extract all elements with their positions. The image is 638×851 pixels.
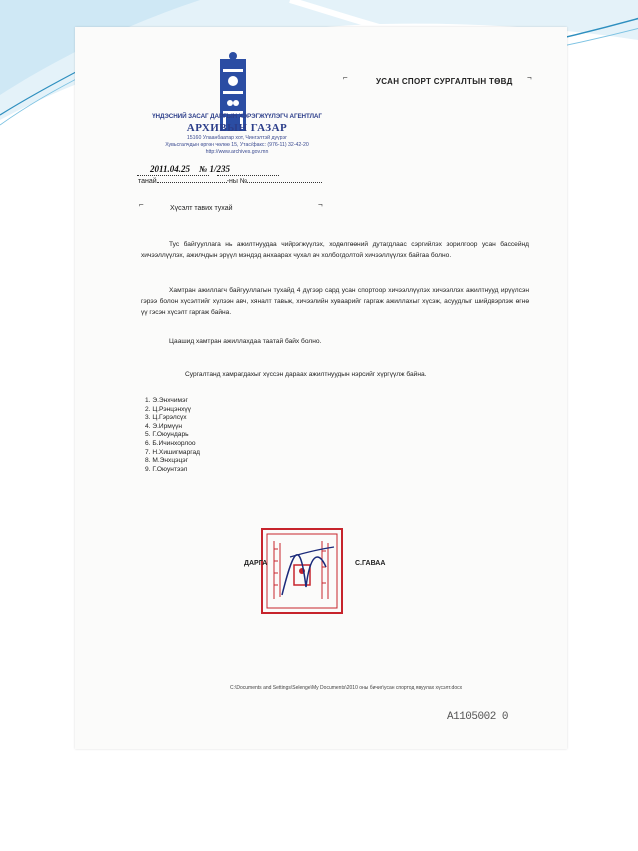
list-item: 5. Г.Оюундарь bbox=[145, 431, 189, 439]
soyombo-emblem-icon bbox=[219, 51, 247, 133]
signatory-title: ДАРГА bbox=[244, 560, 268, 567]
recipient: УСАН СПОРТ СУРГАЛТЫН ТӨВД bbox=[376, 77, 513, 86]
reference-line: танай -ны № bbox=[138, 178, 322, 185]
list-item: 1. Э.Энхчимэг bbox=[145, 397, 188, 404]
serial-number: A1105002 0 bbox=[447, 711, 509, 723]
official-stamp bbox=[260, 527, 344, 615]
staff-list bbox=[145, 397, 200, 474]
paragraph: Хамтран ажиллагч байгууллагын тухайд 4 дүгээр сард усан спортоор хичээллүүлэх хичээллэх ажилтнууд ирүүлсэн гэрээ болон хүсэлтийг хүлээн авч, хяналт тавьж, хичээлийн хуваарийг гаргаж ажиллахыг хүсэж, асуудлыг шийдвэрлэж өгнө үү гэсэн хүсэлт гаргаж байна. bbox=[141, 287, 529, 316]
list-item: 7. Н.Хишигмаргад bbox=[145, 448, 201, 456]
archive-title: АРХИВЫН ГАЗАР bbox=[186, 122, 288, 134]
address-line: Хувьсгалчдын өргөн чөлөө 15, Утас/факс: (976-11) 32-42-20 bbox=[165, 142, 309, 148]
paragraph: Сургалтанд хамрагдахыг хүссэн дараах ажилтнуудын нэрсийг хүргүүлж байна. bbox=[185, 371, 427, 378]
list-item: 9. Г.Оюунтээл bbox=[145, 465, 188, 473]
list-item: 3. Ц.Гэрэлсүх bbox=[145, 414, 187, 422]
letter-page: ҮНДЭСНИЙ ЗАСАГ ДАРГЫН ХЭРЭГЖҮҮЛЭГЧ АГЕНТЛАГ АРХИВЫН ГАЗАР 15160 Улаанбаатар хот, Чингэлтэй дүүрэг Хувьсгалчдын өргөн чөлөө 15, Утас/факс: (976-11) 32-42-20 http://www.archives.gov.mn 2011.04.25 № 1/235 танай -ны № ⌐ УСАН СПОРТ СУРГАЛТЫН ТӨВД ¬ ⌐ Хүсэлт тавих тухай ¬ Тус байгууллага нь ажилтнуудаа чийрэгжүүлэх, ходөлгөөний дутагдлаас сэргийлэх зорилгоор усан бассейнд хичээллүүлэх, ажилчдын эрүүл мэндэд анхаарах чухал ач холбогдолтой хичээллүүлэх байгаа болно. Хамтран ажиллагч байгууллагын тухайд 4 дүгээр сард усан спортоор хичээллүүлэх хичээллэх ажилтнууд ирүүлсэн гэрээ болон хүсэлтийг хүлээн авч, хяналт тавьж, хичээлийн хуваарийг гаргаж ажиллахыг хүсэж, асуудлыг шийдвэрлэж өгнө үү гэсэн хүсэлт гаргаж байна. Цаашид хамтран ажиллахдаа таатай байх болно. Сургалтанд хамрагдахыг хүссэн дараах ажилтнуудын нэрсийг хүргүүлж байна. 1. Э.Энхчимэг 2. Ц.Рэнцэнхүү 3. Ц.Гэрэлсүх 4. Э.Ирмүүн 5. Г.Оюундарь 6. Б.Ичинхорлоо 7. Н.Хишигмаргад 8. М.Энхцэцэг 9. Г.Оюунтээл ДАРГА С.ГАВАА C:\Documents and Settings\Selenge\My Documents\2010 оны бичиг\усан спортод явуулах хүсэлт.docx A1105002 0 bbox=[75, 27, 567, 749]
address-line: 15160 Улаанбаатар хот, Чингэлтэй дүүрэг bbox=[186, 135, 288, 141]
paragraph: Цаашид хамтран ажиллахдаа таатай байх болно. bbox=[169, 338, 322, 345]
file-path: C:\Documents and Settings\Selenge\My Documents\2010 оны бичиг\усан спортод явуулах хүсэлт.docx bbox=[230, 685, 463, 691]
paragraph: Тус байгууллага нь ажилтнуудаа чийрэгжүүлэх, ходөлгөөний дутагдлаас сэргийлэх зорилгоор усан бассейнд хичээллүүлэх, ажилчдын эрүүл мэндэд анхаарах чухал ач холбогдолтой хичээллүүлэх байгаа болно. bbox=[141, 241, 529, 259]
address-line: http://www.archives.gov.mn bbox=[205, 149, 269, 155]
letter-number: № 1/235 bbox=[199, 164, 231, 174]
agency-name: ҮНДЭСНИЙ ЗАСАГ ДАРГЫН ХЭРЭГЖҮҮЛЭГЧ АГЕНТЛАГ bbox=[152, 113, 322, 120]
list-item: 8. М.Энхцэцэг bbox=[145, 457, 189, 465]
list-item: 6. Б.Ичинхорлоо bbox=[145, 439, 196, 447]
letter-date: 2011.04.25 № 1/235 bbox=[150, 164, 231, 174]
subject-line: Хүсэлт тавих тухай bbox=[170, 205, 233, 212]
list-item: 4. Э.Ирмүүн bbox=[145, 422, 183, 430]
list-item: 2. Ц.Рэнцэнхүү bbox=[145, 405, 191, 413]
signatory-name: С.ГАВАА bbox=[355, 560, 386, 567]
